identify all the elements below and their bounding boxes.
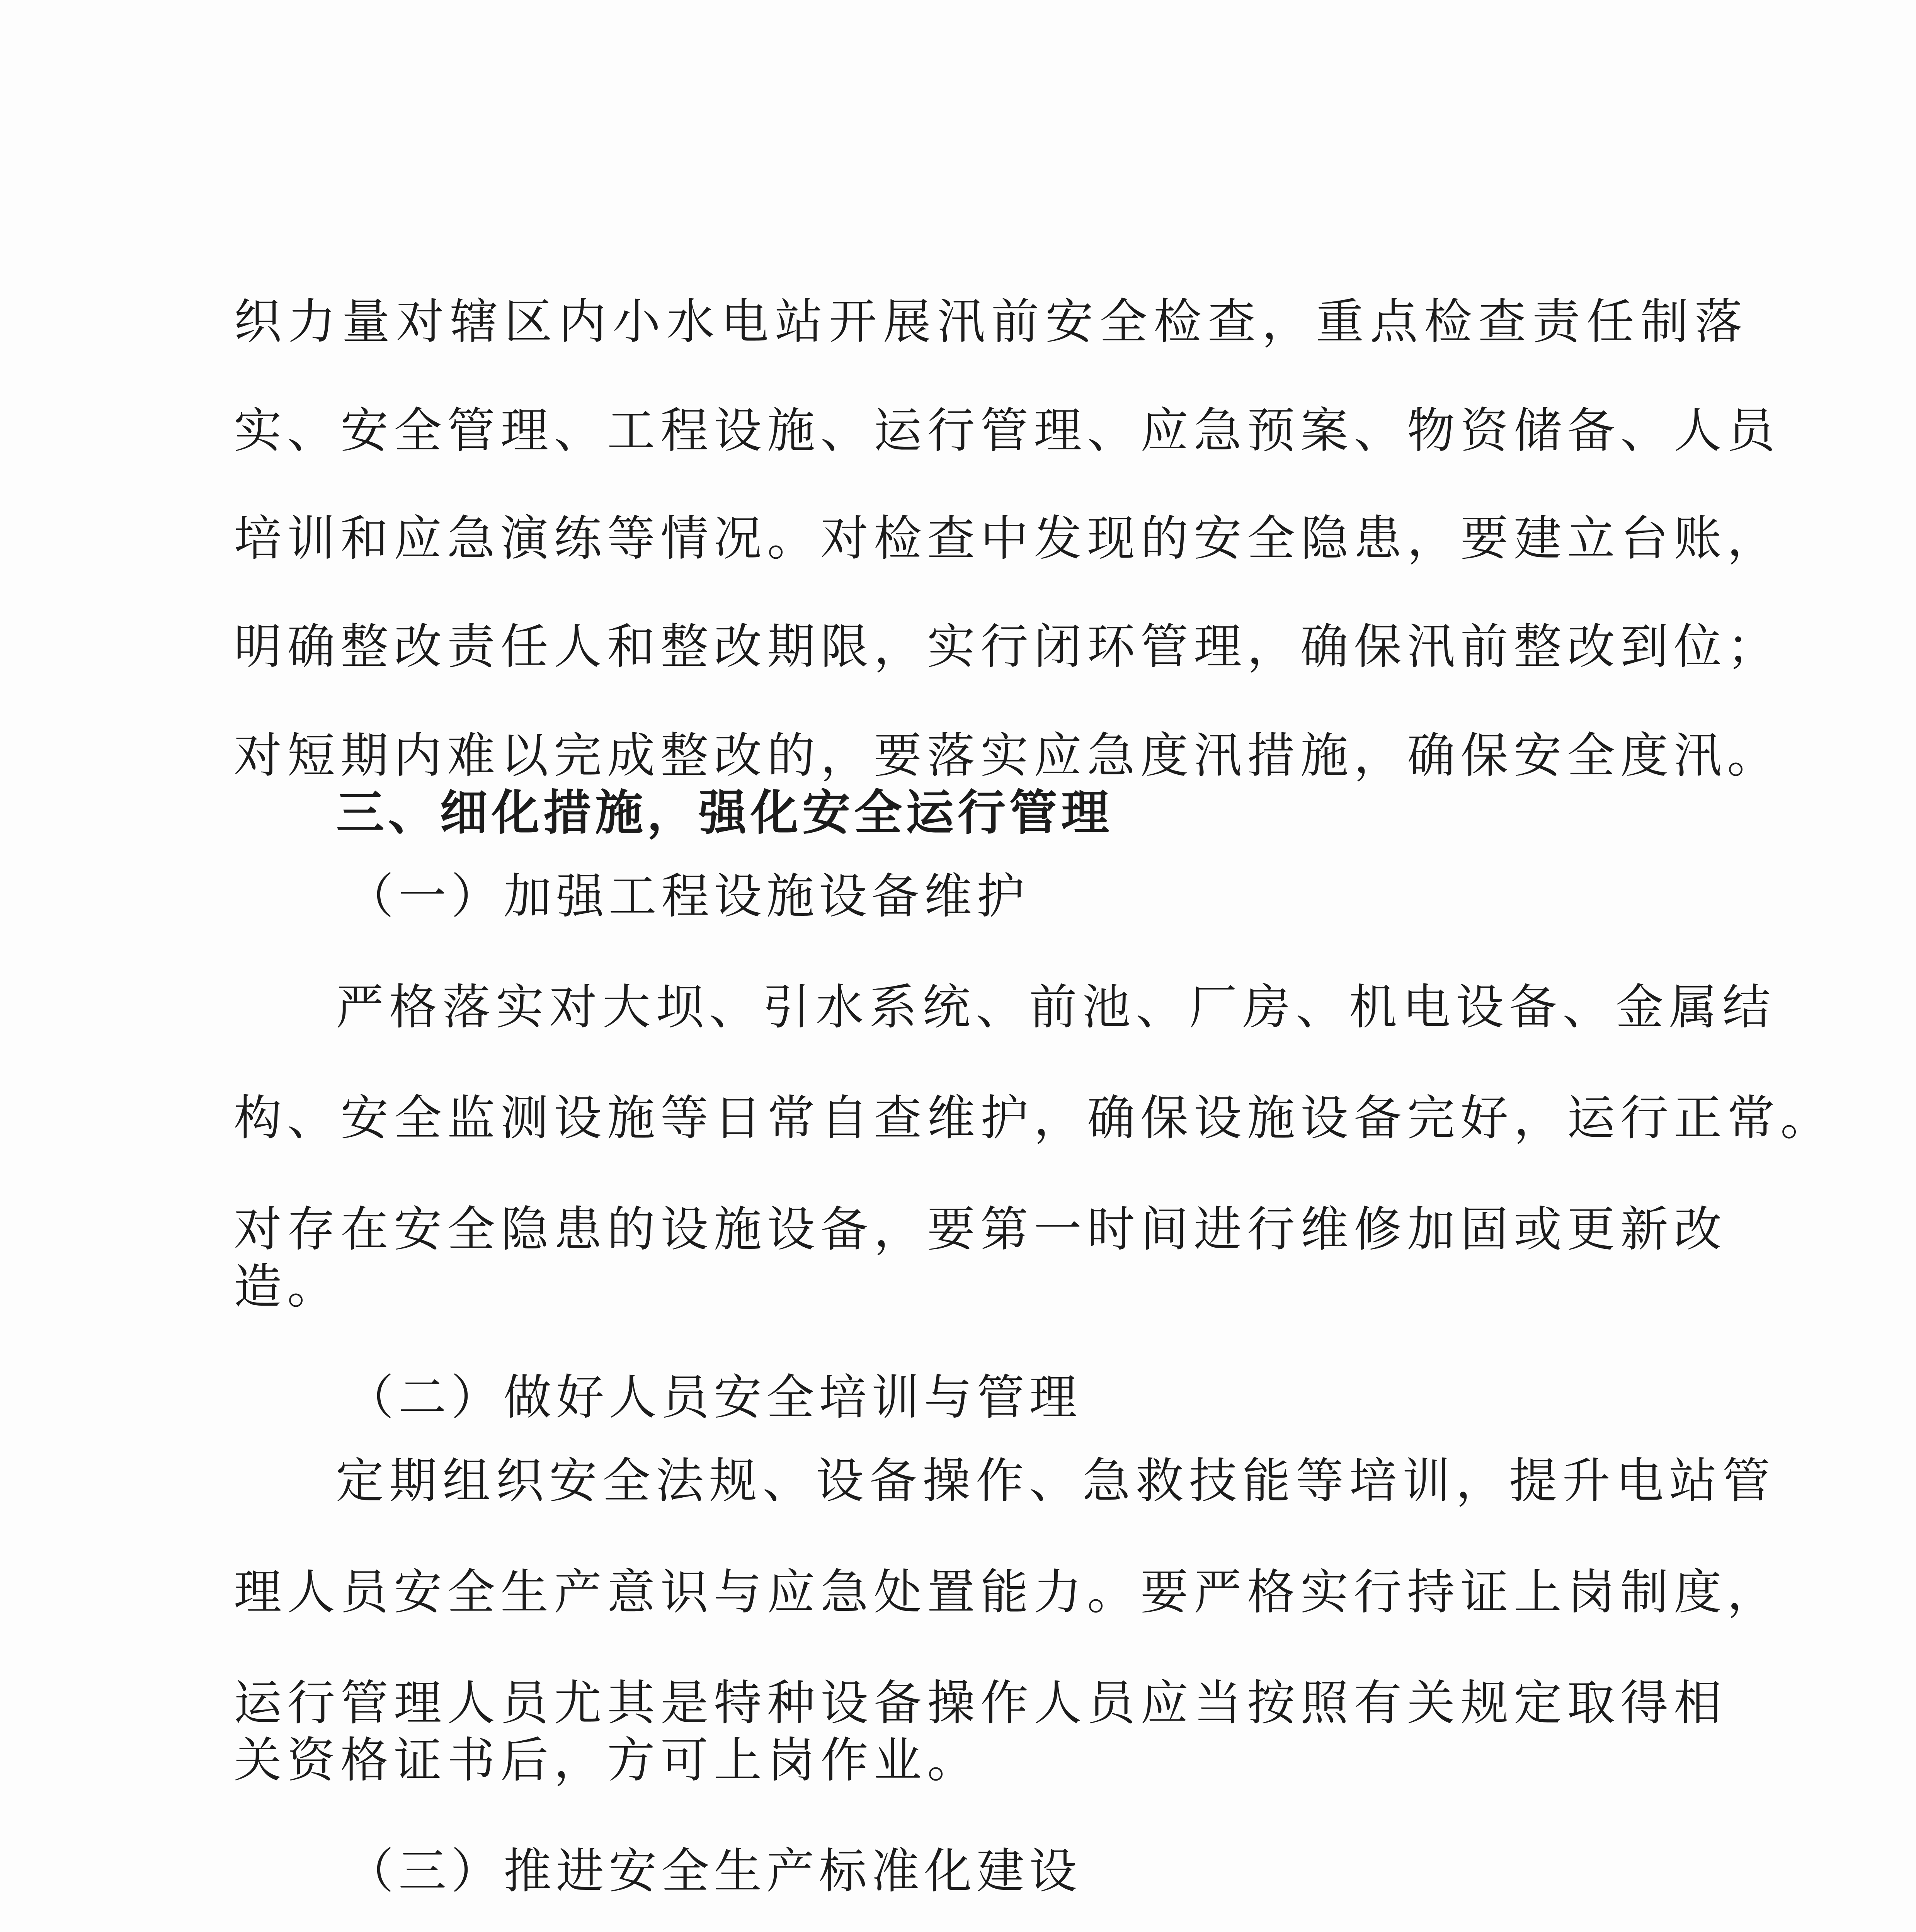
paragraph-line: 严格落实对大坝、引水系统、前池、厂房、机电设备、金属结 xyxy=(336,980,1776,1035)
paragraph-line: 定期组织安全法规、设备操作、急救技能等培训，提升电站管 xyxy=(336,1453,1776,1509)
paragraph-line: 织力量对辖区内小水电站开展汛前安全检查，重点检查责任制落 xyxy=(234,294,1749,350)
paragraph-line: 关资格证书后，方可上岗作业。 xyxy=(234,1733,981,1788)
subsection-heading: （二）做好人员安全培训与管理 xyxy=(346,1370,1082,1425)
section-heading: 三、细化措施，强化安全运行管理 xyxy=(336,785,1113,841)
paragraph-line: 明确整改责任人和整改期限，实行闭环管理，确保汛前整改到位； xyxy=(234,619,1781,675)
paragraph-line: 构、安全监测设施等日常自查维护，确保设施设备完好，运行正常。 xyxy=(234,1090,1834,1146)
paragraph-line: 运行管理人员尤其是特种设备操作人员应当按照有关规定取得相 xyxy=(234,1675,1727,1731)
subsection-heading: （一）加强工程设施设备维护 xyxy=(346,869,1029,924)
paragraph-line: 造。 xyxy=(234,1259,341,1315)
paragraph-line: 培训和应急演练等情况。对检查中发现的安全隐患，要建立台账， xyxy=(234,511,1781,566)
paragraph-line: 对短期内难以完成整改的，要落实应急度汛措施，确保安全度汛。 xyxy=(234,728,1781,784)
paragraph-line: 实、安全管理、工程设施、运行管理、应急预案、物资储备、人员 xyxy=(234,403,1781,459)
paragraph-line: 理人员安全生产意识与应急处置能力。要严格实行持证上岗制度， xyxy=(234,1565,1781,1620)
paragraph-line: 对存在安全隐患的设施设备，要第一时间进行维修加固或更新改 xyxy=(234,1202,1727,1257)
subsection-heading: （三）推进安全生产标准化建设 xyxy=(346,1844,1082,1899)
